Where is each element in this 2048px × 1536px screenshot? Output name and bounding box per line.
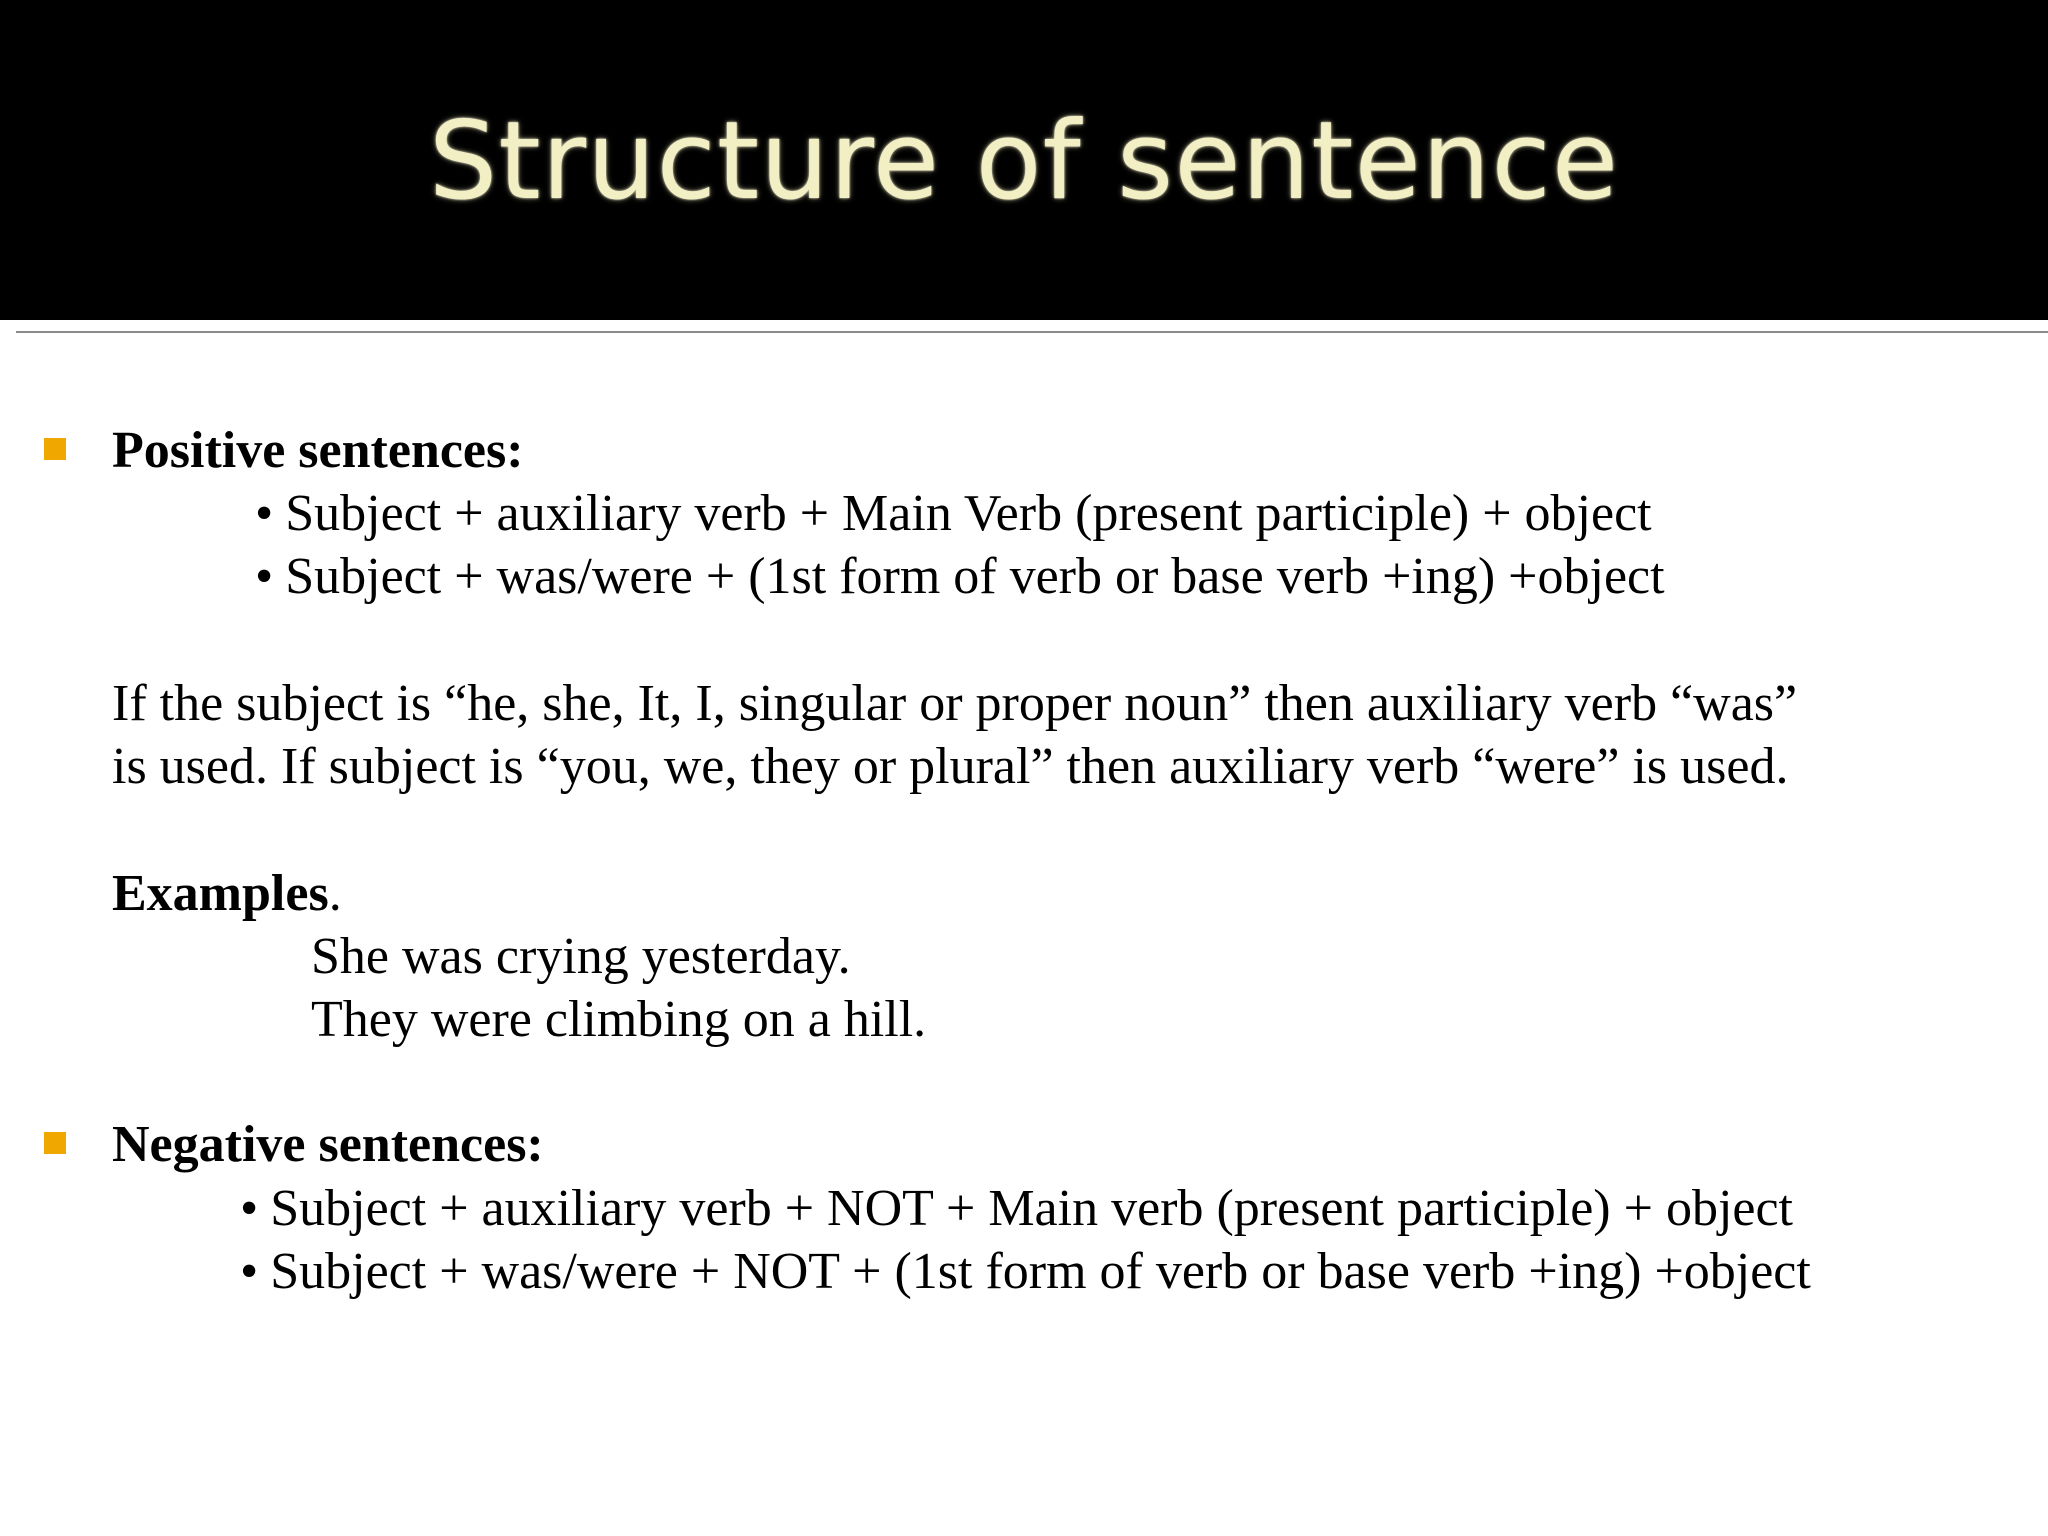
rule-text: Subject + auxiliary verb + Main Verb (present participle) + object	[285, 485, 1652, 542]
rule-text: Subject + auxiliary verb + NOT + Main verb (present participle) + object	[270, 1180, 1793, 1237]
header-divider	[16, 331, 2048, 333]
example-2: They were climbing on a hill.	[311, 991, 927, 1048]
positive-rule-2	[255, 545, 1665, 608]
positive-heading: Positive sentences:	[112, 422, 524, 479]
example-1: She was crying yesterday.	[311, 928, 851, 985]
rule-text: Subject + was/were + NOT + (1st form of verb or base verb +ing) +object	[270, 1243, 1811, 1300]
negative-rule-1	[240, 1177, 1793, 1240]
bullet-dot-icon: •	[240, 1243, 259, 1300]
positive-rule-1	[255, 482, 1652, 545]
negative-heading: Negative sentences:	[112, 1116, 544, 1173]
bullet-dot-icon: •	[255, 548, 274, 605]
note-line-2: is used. If subject is “you, we, they or plural” then auxiliary verb “were” is used.	[112, 738, 1789, 795]
examples-heading	[112, 862, 342, 925]
slide-title: Structure of sentence	[428, 99, 1620, 224]
negative-rule-2	[240, 1240, 1811, 1303]
rule-text: Subject + was/were + (1st form of verb or base verb +ing) +object	[285, 548, 1665, 605]
square-bullet-icon	[44, 438, 66, 460]
note-line-1: If the subject is “he, she, It, I, singular or proper noun” then auxiliary verb “was”	[112, 675, 1798, 732]
square-bullet-icon	[44, 1132, 66, 1154]
examples-period: .	[328, 865, 342, 922]
examples-label: Examples	[112, 865, 329, 922]
bullet-dot-icon: •	[240, 1180, 259, 1237]
bullet-dot-icon: •	[255, 485, 274, 542]
